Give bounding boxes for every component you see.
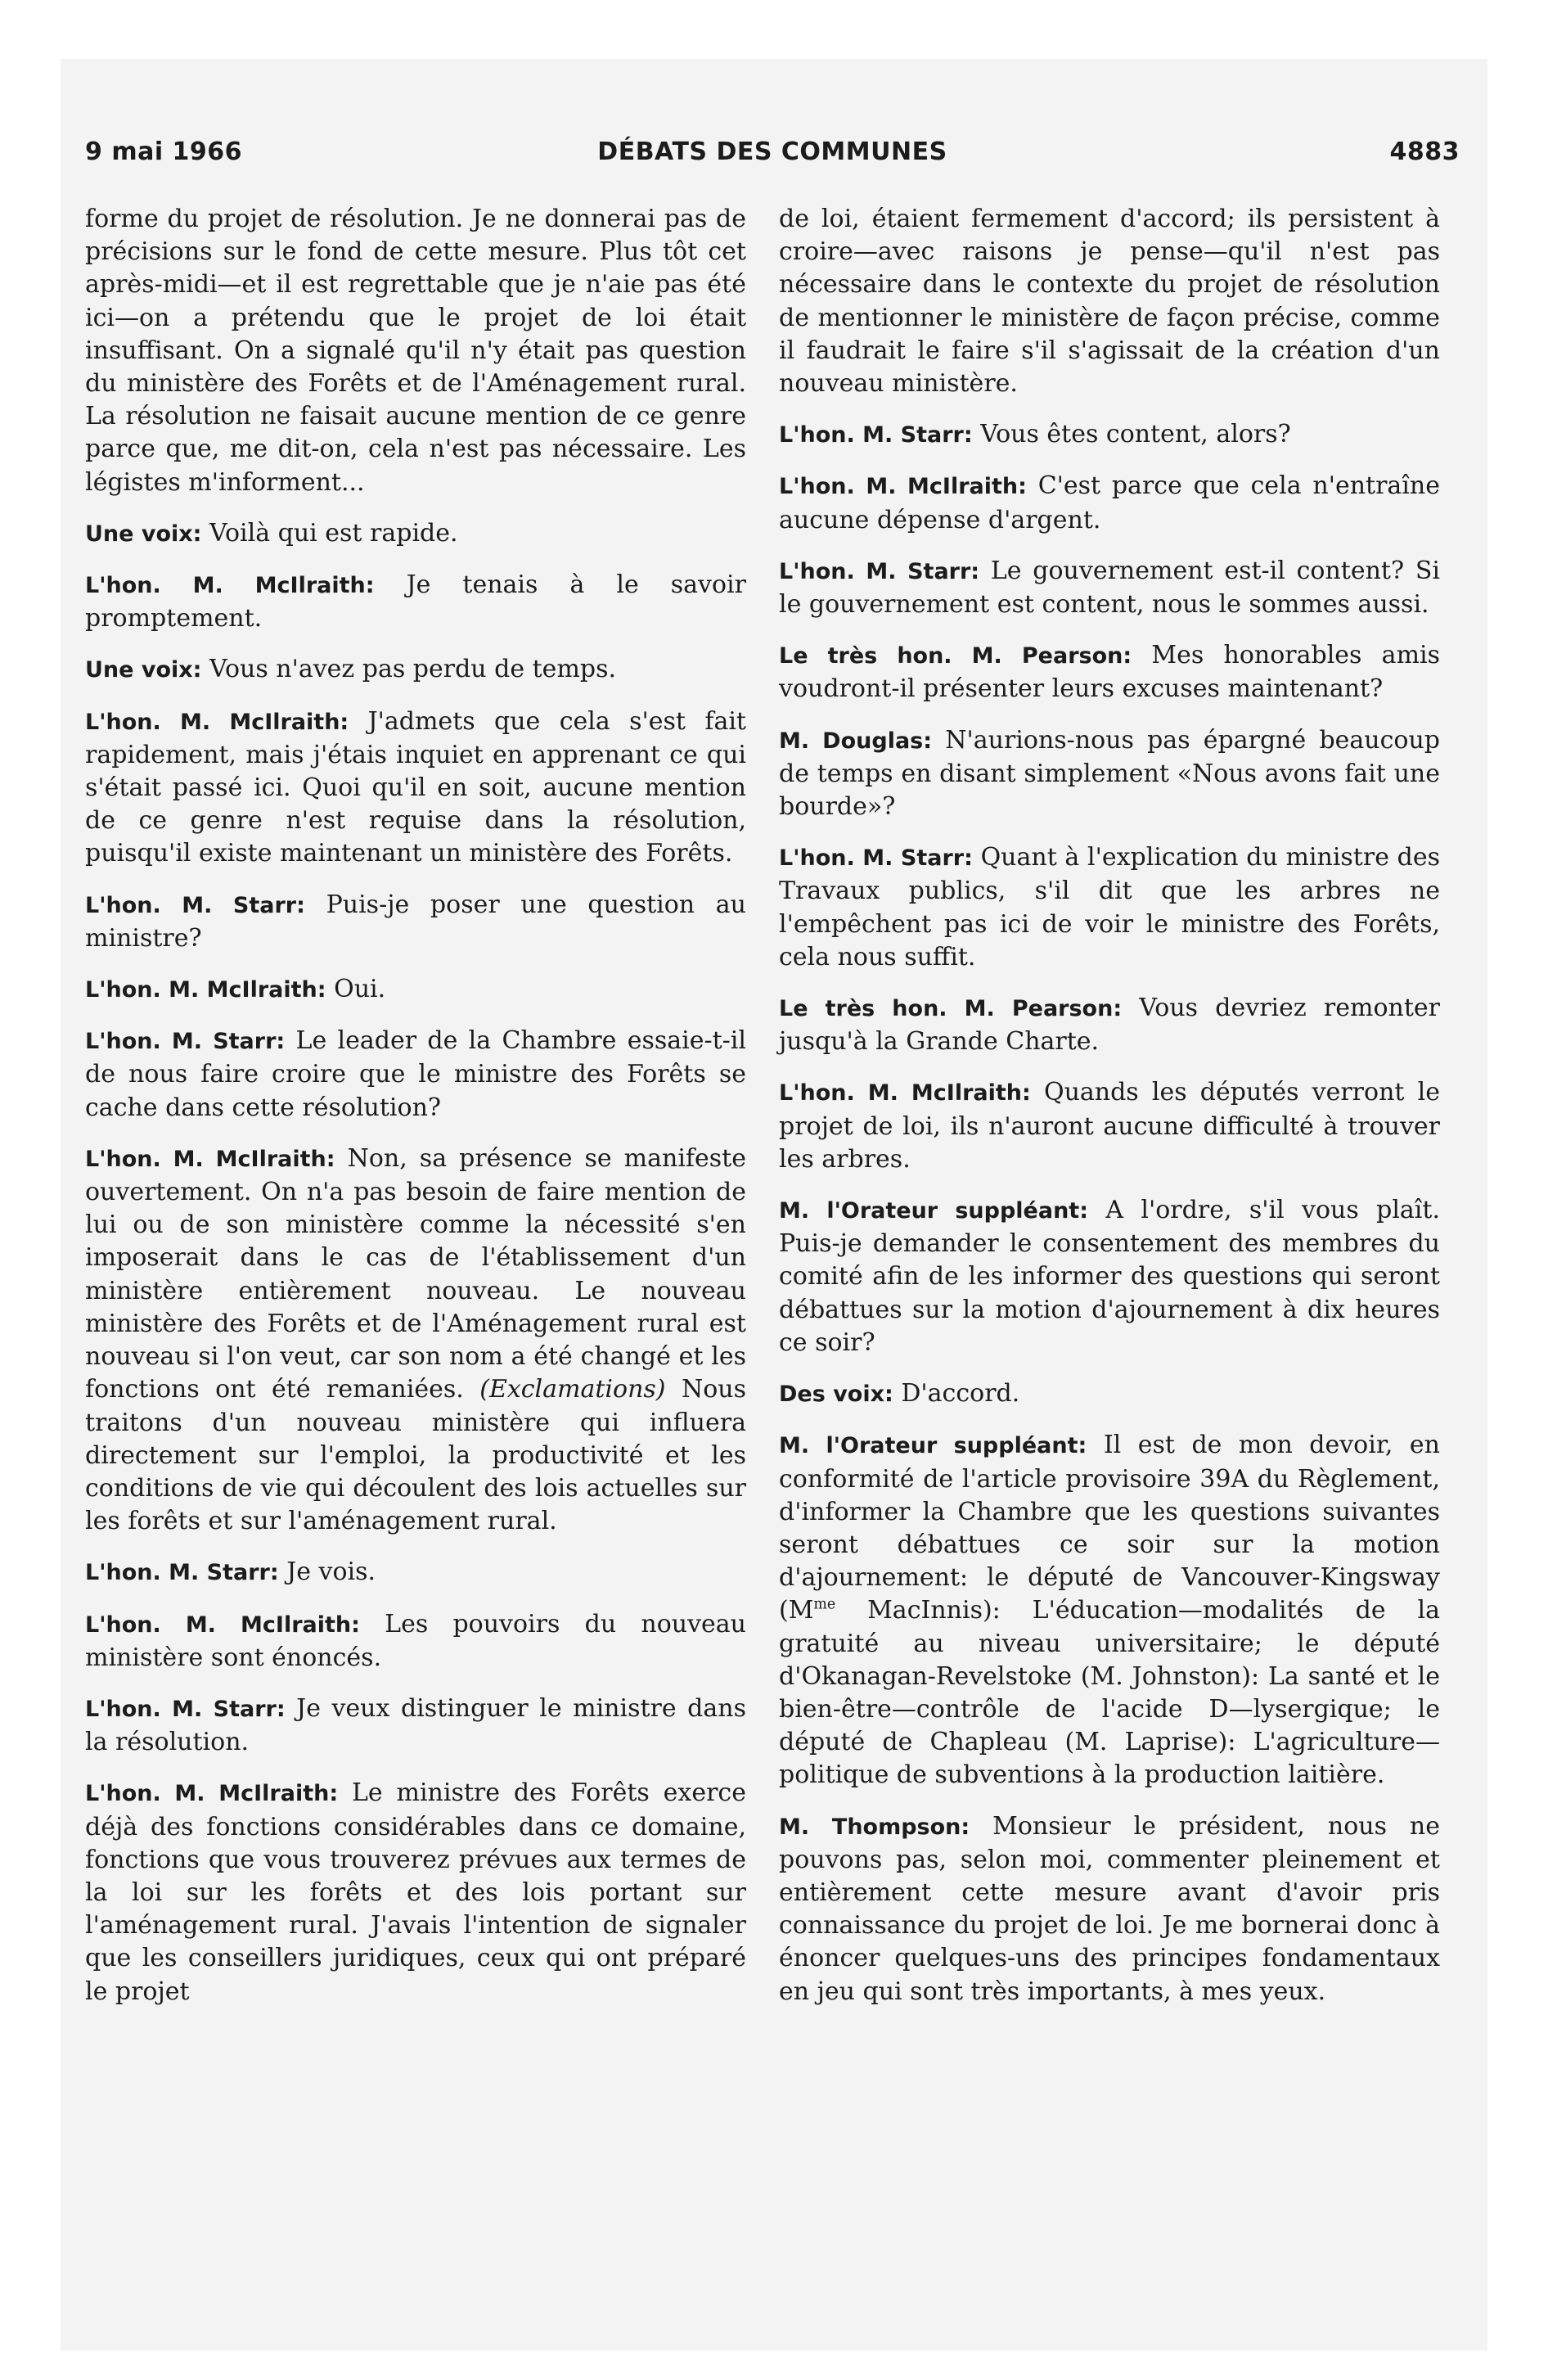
paragraph-text: MacInnis): L'éducation—modalités de la gratuité au niveau universitaire; le député d'Okanagan-Revelstoke (M. Johnston): La santé et le bien-être—contrôle de l'acide D—lysergique; le député de Chapleau (M. Laprise): L'agriculture—politique de subventions à la production laitière. — [779, 1596, 1440, 1790]
speaker-name: M. l'Orateur suppléant: — [779, 1198, 1088, 1224]
paragraph — [85, 569, 746, 635]
paragraph-text: Voilà qui est rapide. — [209, 518, 458, 548]
paragraph-text: Il est de mon devoir, en conformité de l'article provisoire 39A du Règlement, d'informer la Chambre que les questions suivantes seront débattues ce soir sur la motion d'ajournement: le député de Vancouver-Kingsway (M — [779, 1431, 1440, 1625]
speaker-name: L'hon. M. McIlraith: — [85, 977, 326, 1003]
speaker-name: L'hon. M. McIlraith: — [85, 1611, 360, 1638]
paragraph — [779, 203, 1440, 400]
paragraph — [779, 1377, 1440, 1411]
paragraph — [85, 1608, 746, 1675]
paragraph-text: Le leader de la Chambre essaie-t-il de nous faire croire que le ministre des Forêts se cache dans cette résolution? — [85, 1026, 746, 1122]
header-date: 9 mai 1966 — [85, 137, 243, 166]
header-title: DÉBATS DES COMMUNES — [597, 137, 947, 166]
paragraph — [85, 1556, 746, 1589]
paragraph-text: Nous traitons d'un nouveau ministère qui influera directement sur l'emploi, la productivité et les conditions de vie qui découlent des lois actuelles sur les forêts et sur l'aménagement rural. — [85, 1375, 746, 1536]
page-header — [85, 137, 1460, 174]
paragraph — [85, 973, 746, 1007]
paragraph — [779, 418, 1440, 452]
paragraph-text: Vous n'avez pas perdu de temps. — [209, 655, 617, 684]
speaker-name: L'hon. M. McIlraith: — [85, 573, 375, 599]
paragraph — [779, 1810, 1440, 2008]
speaker-name: L'hon. M. McIlraith: — [779, 474, 1027, 500]
speaker-name: Une voix: — [85, 521, 202, 547]
paragraph — [85, 705, 746, 871]
paragraph-text: J'admets que cela s'est fait rapidement, mais j'étais inquiet en apprenant ce qui s'était passé ici. Quoi qu'il en soit, aucune mention de ce genre n'est requise dans la résolution, puisqu'il existe maintenant un ministère des Forêts. — [85, 706, 746, 868]
paragraph — [85, 889, 746, 955]
speaker-name: Le très hon. M. Pearson: — [779, 643, 1132, 669]
paragraph — [85, 1777, 746, 2008]
paragraph — [779, 1194, 1440, 1359]
speaker-name: L'hon. M. Starr: — [779, 422, 973, 449]
speaker-name: Le très hon. M. Pearson: — [779, 996, 1123, 1022]
speaker-name: M. l'Orateur suppléant: — [779, 1433, 1087, 1459]
paragraph-text: N'aurions-nous pas épargné beaucoup de temps en disant simplement «Nous avons fait une bourde»? — [779, 725, 1440, 822]
speaker-name: L'hon. M. Starr: — [779, 845, 973, 872]
speaker-name: L'hon. M. Starr: — [85, 1560, 279, 1586]
left-column — [85, 203, 746, 2026]
speaker-name: Des voix: — [779, 1382, 893, 1408]
paragraph-text: Le gouvernement est-il content? Si le gouvernement est content, nous le sommes aussi. — [779, 556, 1440, 620]
paragraph-text: Vous devriez remonter jusqu'à la Grande Charte. — [779, 994, 1440, 1057]
paragraph — [779, 841, 1440, 974]
speaker-name: L'hon. M. Starr: — [779, 558, 980, 584]
paragraph-text: Puis-je poser une question au ministre? — [85, 890, 746, 953]
paragraph — [85, 203, 746, 499]
exclamations-note: (Exclamations) — [479, 1375, 666, 1404]
paragraph-text: Non, sa présence se manifeste ouvertement. On n'a pas besoin de faire mention de lui ou de son ministère comme la nécessité s'en imposerait dans le cas de l'établissement d'un ministère entièrement nouveau. Le nouveau ministère des Forêts et de l'Aménagement rural est nouveau si l'on veut, car son nom a été changé et les fonctions ont été remaniées. — [85, 1143, 746, 1404]
paragraph — [85, 1693, 746, 1759]
paragraph-text: forme du projet de résolution. Je ne donnerai pas de précisions sur le fond de cette mesure. Plus tôt cet après-midi—et il est regrettable que je n'aie pas été ici—on a prétendu que le projet de loi était insuffisant. On a signalé qu'il n'y était pas question du ministère des Forêts et de l'Aménagement rural. La résolution ne faisait aucune mention de ce genre parce que, me dit-on, cela n'est pas nécessaire. Les légistes m'informent... — [85, 205, 746, 497]
paragraph — [779, 639, 1440, 705]
speaker-name: M. Thompson: — [779, 1814, 970, 1840]
paragraph-text: A l'ordre, s'il vous plaît. Puis-je demander le consentement des membres du comité afin de les informer des questions qui seront débattues sur la motion d'ajournement à dix heures ce soir? — [779, 1196, 1440, 1357]
paragraph — [779, 470, 1440, 536]
paragraph — [85, 1025, 746, 1125]
paragraph — [779, 555, 1440, 621]
speaker-name: L'hon. M. McIlraith: — [85, 709, 349, 735]
paragraph-text: D'accord. — [901, 1379, 1020, 1409]
paragraph — [85, 517, 746, 551]
paragraph-text: Je veux distinguer le ministre dans la résolution. — [85, 1693, 746, 1757]
paragraph — [779, 1076, 1440, 1176]
speaker-name: M. Douglas: — [779, 728, 933, 754]
paragraph-text: Mes honorables amis voudront-il présenter leurs excuses maintenant? — [779, 641, 1441, 704]
paragraph-text: C'est parce que cela n'entraîne aucune dépense d'argent. — [779, 471, 1440, 534]
paragraph-text: Les pouvoirs du nouveau ministère sont énoncés. — [85, 1609, 746, 1672]
speaker-name: L'hon. M. McIlraith: — [779, 1080, 1031, 1107]
superscript-me: me — [813, 1597, 836, 1614]
speaker-name: L'hon. M. McIlraith: — [85, 1781, 339, 1807]
paragraph-text: Monsieur le président, nous ne pouvons pas, selon moi, commenter pleinement et entièrement cette mesure avant d'avoir pris connaissance du projet de loi. Je me bornerai donc à énoncer quelques-uns des principes fondamentaux en jeu qui sont très importants, à mes yeux. — [779, 1811, 1440, 2006]
paragraph — [779, 992, 1440, 1058]
page-number: 4883 — [1389, 137, 1460, 166]
paragraph-text: Oui. — [334, 975, 386, 1004]
paragraph-text: Quant à l'explication du ministre des Travaux publics, s'il dit que les arbres ne l'empêchent pas ici de voir le ministre des Forêts, cela nous suffit. — [779, 843, 1440, 971]
paragraph-text: Vous êtes content, alors? — [980, 420, 1291, 449]
speaker-name: L'hon. M. McIlraith: — [85, 1146, 335, 1172]
paragraph — [779, 724, 1440, 824]
paragraph-text: de loi, étaient fermement d'accord; ils persistent à croire—avec raisons je pense—qu'il n'est pas nécessaire dans le contexte du projet de résolution de mentionner le ministère de façon précise, comme il faudrait le faire s'il s'agissait de la création d'un nouveau ministère. — [779, 205, 1440, 399]
paragraph — [779, 1429, 1440, 1792]
speaker-name: L'hon. M. Starr: — [85, 1029, 286, 1055]
paragraph-text: Quands les députés verront le projet de loi, ils n'auront aucune difficulté à trouver les arbres. — [779, 1078, 1440, 1174]
speaker-name: L'hon. M. Starr: — [85, 1696, 286, 1722]
paragraph-text: Je tenais à le savoir promptement. — [85, 570, 746, 633]
paragraph — [85, 653, 746, 687]
speaker-name: L'hon. M. Starr: — [85, 892, 305, 918]
right-column — [779, 203, 1440, 2026]
paragraph-text: Je vois. — [286, 1557, 376, 1587]
paragraph — [85, 1143, 746, 1538]
paragraph-text: Le ministre des Forêts exerce déjà des fonctions considérables dans ce domaine, fonctions que vous trouverez prévues aux termes de la loi sur les forêts et des lois portant sur l'aménagement rural. J'avais l'intention de signaler que les conseillers juridiques, ceux qui ont préparé le projet — [85, 1778, 746, 2006]
speaker-name: Une voix: — [85, 657, 202, 683]
